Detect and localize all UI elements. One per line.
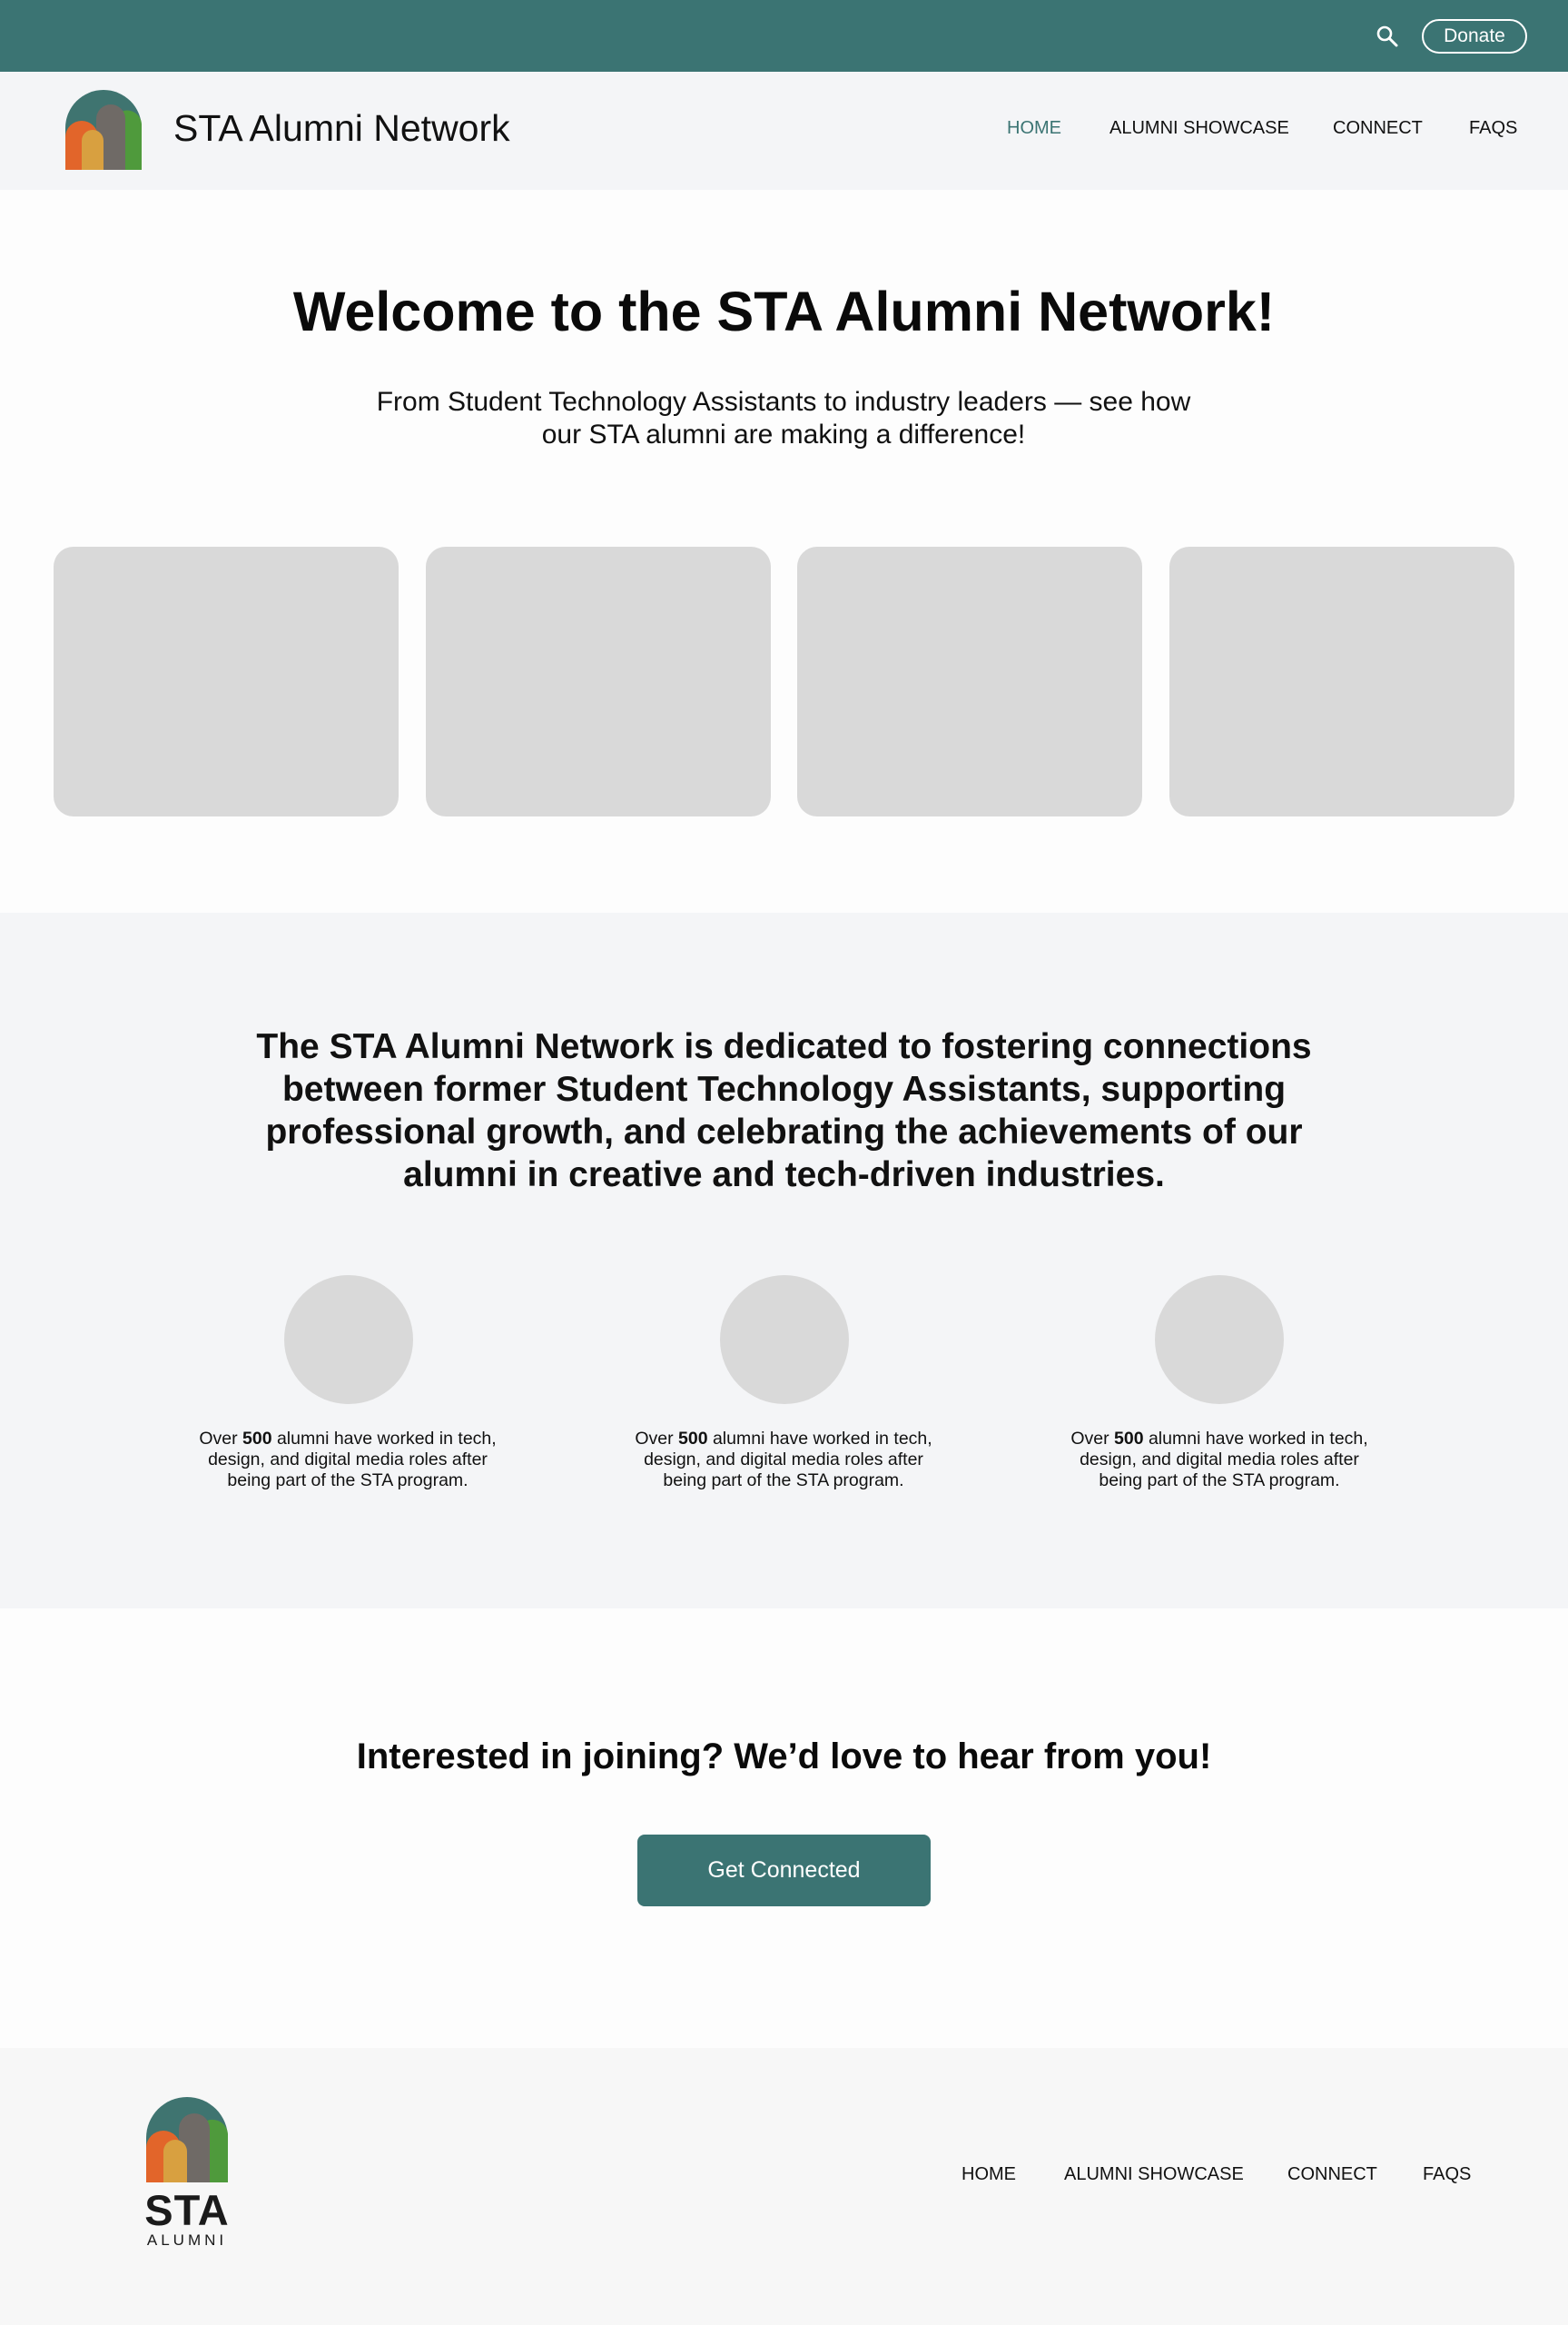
- stat-prefix: Over: [635, 1429, 678, 1449]
- mission-section: [0, 913, 1568, 1608]
- search-icon[interactable]: [1375, 24, 1400, 49]
- stat-number: 500: [1114, 1429, 1144, 1449]
- stat-text: [1056, 1429, 1383, 1491]
- nav-alumni-showcase[interactable]: ALUMNI SHOWCASE: [1109, 118, 1289, 138]
- hero-title: Welcome to the STA Alumni Network!: [292, 281, 1276, 342]
- showcase-card-image[interactable]: [426, 547, 771, 816]
- footer-nav-home[interactable]: HOME: [962, 2164, 1016, 2184]
- get-connected-button[interactable]: Get Connected: [637, 1835, 931, 1906]
- footer-nav-connect[interactable]: CONNECT: [1287, 2164, 1377, 2184]
- nav-faqs[interactable]: FAQS: [1469, 118, 1518, 138]
- stat-prefix: Over: [199, 1429, 242, 1449]
- nav-home[interactable]: HOME: [1007, 118, 1061, 138]
- stat-number: 500: [242, 1429, 272, 1449]
- sta-logo-icon[interactable]: [64, 88, 143, 172]
- stat-suffix: alumni have worked in tech, design, and digital media roles after being part of the STA program.: [1080, 1429, 1368, 1490]
- stat-prefix: Over: [1070, 1429, 1114, 1449]
- stat-text: [620, 1429, 947, 1491]
- footer-brand: STA: [144, 2186, 230, 2234]
- nav-connect[interactable]: CONNECT: [1333, 118, 1423, 138]
- stat-suffix: alumni have worked in tech, design, and digital media roles after being part of the STA program.: [208, 1429, 497, 1490]
- mission-statement: The STA Alumni Network is dedicated to fostering connections between former Student Technology Assistants, supporting professional growth, and celebrating the achievements of our alumni in creative and tech-driven industries.: [256, 1027, 1312, 1194]
- stat-image: [720, 1275, 849, 1404]
- showcase-card-image[interactable]: [797, 547, 1142, 816]
- stat-image: [1155, 1275, 1284, 1404]
- footer-nav-alumni-showcase[interactable]: ALUMNI SHOWCASE: [1064, 2164, 1244, 2184]
- showcase-card-image[interactable]: [54, 547, 399, 816]
- donate-button[interactable]: Donate: [1422, 19, 1527, 54]
- site-footer: [0, 2048, 1568, 2325]
- footer-brand-sub: ALUMNI: [146, 2231, 228, 2249]
- stat-text: [184, 1429, 511, 1491]
- showcase-card-image[interactable]: [1169, 547, 1514, 816]
- site-title[interactable]: STA Alumni Network: [173, 107, 510, 149]
- sta-logo-icon[interactable]: [144, 2096, 230, 2184]
- join-heading: Interested in joining? We’d love to hear from you!: [356, 1736, 1212, 1776]
- footer-nav-faqs[interactable]: FAQS: [1423, 2164, 1472, 2184]
- top-utility-bar: [0, 0, 1568, 72]
- stat-suffix: alumni have worked in tech, design, and digital media roles after being part of the STA program.: [644, 1429, 932, 1490]
- stat-image: [284, 1275, 413, 1404]
- hero-subtitle: From Student Technology Assistants to industry leaders — see how our STA alumni are making a difference!: [376, 387, 1191, 450]
- stat-number: 500: [678, 1429, 708, 1449]
